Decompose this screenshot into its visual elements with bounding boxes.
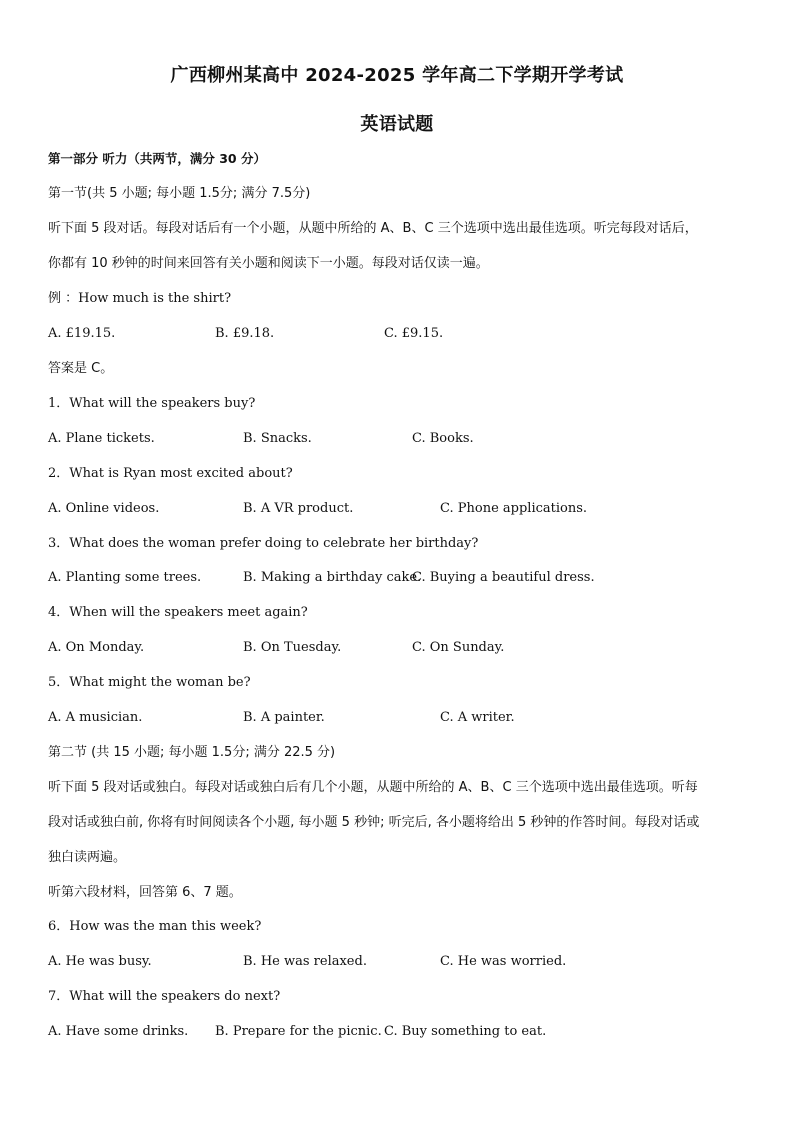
q2-option-a: A. Online videos. (48, 501, 160, 516)
q7-option-c: C. Buy something to eat. (384, 1024, 547, 1039)
q1-option-a: A. Plane tickets. (48, 431, 155, 446)
example-option-b: B. £9.18. (215, 326, 275, 341)
section1-heading: 第一节(共 5 小题; 每小题 1.5分; 满分 7.5分) (48, 186, 311, 201)
q1-option-b: B. Snacks. (243, 431, 312, 446)
q3-option-b: B. Making a birthday cake. (243, 570, 422, 585)
part1-heading: 第一部分 听力（共两节，满分 30 分） (48, 151, 266, 166)
q4-option-c: C. On Sunday. (412, 640, 505, 655)
section2-instructions-line3: 独白读两遍。 (48, 850, 127, 865)
example-answer: 答案是 C。 (48, 361, 114, 376)
q3-option-c: C. Buying a beautiful dress. (412, 570, 595, 585)
section2-instructions-line2: 段对话或独白前, 你将有时间阅读各个小题, 每小题 5 秒钟; 听完后, 各小题将给出 5 秒钟的作答时间。每段对话或 (48, 815, 700, 830)
question-2: 2．What is Ryan most excited about? (48, 466, 293, 481)
q4-option-a: A. On Monday. (48, 640, 145, 655)
section2-heading: 第二节 (共 15 小题; 每小题 1.5分; 满分 22.5 分) (48, 745, 336, 760)
q2-option-b: B. A VR product. (243, 501, 354, 516)
q6-option-c: C. He was worried. (440, 954, 567, 969)
q3-option-a: A. Planting some trees. (48, 570, 202, 585)
q6-option-b: B. He was relaxed. (243, 954, 367, 969)
exam-subtitle: 英语试题 (360, 114, 434, 135)
question-4: 4．When will the speakers meet again? (48, 605, 308, 620)
section2-instructions-line1: 听下面 5 段对话或独白。每段对话或独白后有几个小题，从题中所给的 A、B、C 三个选项中选出最佳选项。听每 (48, 780, 698, 795)
q5-option-b: B. A painter. (243, 710, 325, 725)
exam-title: 广西柳州某高中 2024-2025 学年高二下学期开学考试 (170, 65, 624, 86)
question-6: 6．How was the man this week? (48, 919, 262, 934)
q2-option-c: C. Phone applications. (440, 501, 588, 516)
q5-option-a: A. A musician. (48, 710, 143, 725)
section1-instructions-line1: 听下面 5 段对话。每段对话后有一个小题，从题中所给的 A、B、C 三个选项中选出最佳选项。听完每段对话后， (48, 221, 698, 236)
question-5: 5．What might the woman be? (48, 675, 251, 690)
material-heading: 听第六段材料，回答第 6、7 题。 (48, 885, 242, 900)
section1-instructions-line2: 你都有 10 秒钟的时间来回答有关小题和阅读下一小题。每段对话仅读一遍。 (48, 256, 489, 271)
q6-option-a: A. He was busy. (48, 954, 152, 969)
q4-option-b: B. On Tuesday. (243, 640, 342, 655)
q5-option-c: C. A writer. (440, 710, 515, 725)
question-1: 1．What will the speakers buy? (48, 396, 256, 411)
example-option-c: C. £9.15. (384, 326, 444, 341)
q7-option-b: B. Prepare for the picnic. (215, 1024, 382, 1039)
q7-option-a: A. Have some drinks. (48, 1024, 189, 1039)
example-question: 例 ：How much is the shirt? (48, 291, 232, 306)
example-option-a: A. £19.15. (48, 326, 116, 341)
question-7: 7．What will the speakers do next? (48, 989, 281, 1004)
question-3: 3．What does the woman prefer doing to celebrate her birthday? (48, 536, 479, 551)
q1-option-c: C. Books. (412, 431, 474, 446)
